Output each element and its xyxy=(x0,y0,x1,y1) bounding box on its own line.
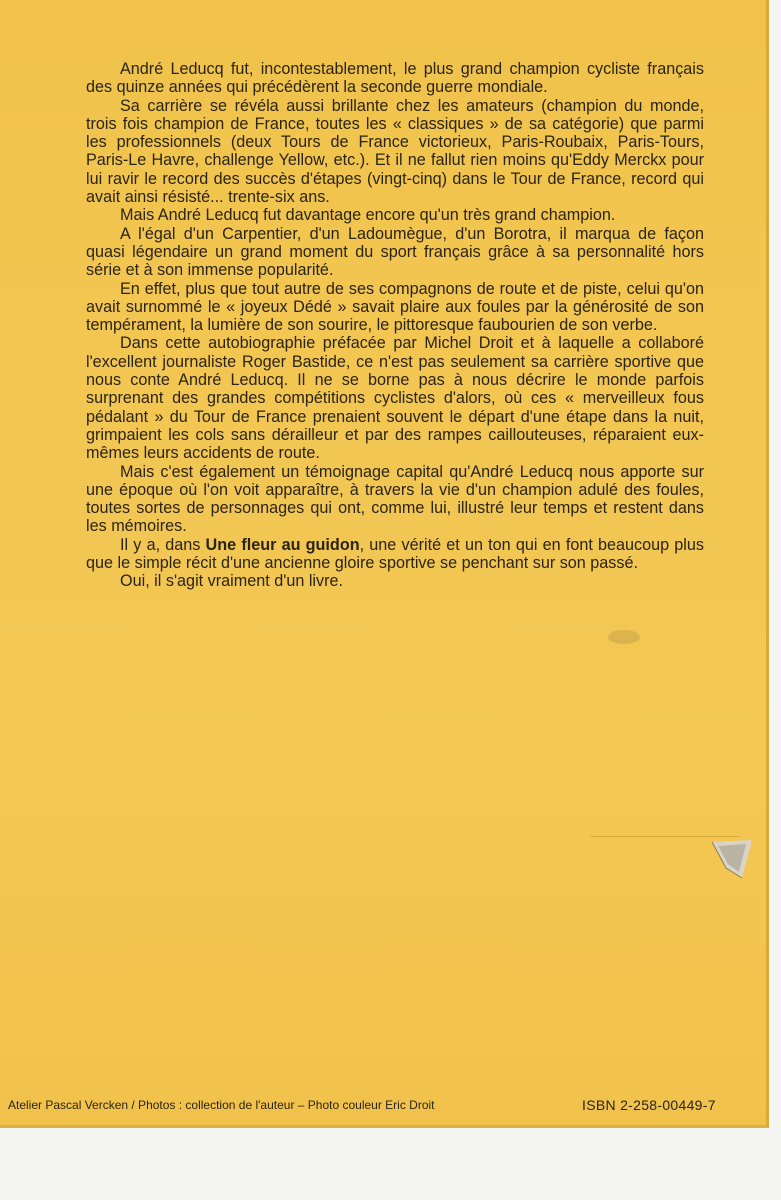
paragraph-8 xyxy=(86,536,704,573)
paragraph-4: A l'égal d'un Carpentier, d'un Ladoumègue, d'un Borotra, il marqua de façon quasi légendaire un grand moment du sport français grâce à sa personnalité hors série et à son immense popularité. xyxy=(86,224,704,280)
book-title: Une fleur au guidon xyxy=(205,535,360,554)
closing-line: Oui, il s'agit vraiment d'un livre. xyxy=(120,572,343,591)
torn-corner-icon xyxy=(712,838,756,882)
paragraph-8-lead: Il y a, dans xyxy=(120,535,206,554)
photo-credit: Atelier Pascal Vercken / Photos : collection de l'auteur – Photo couleur Eric Droit xyxy=(8,1098,435,1112)
isbn-number: ISBN 2-258-00449-7 xyxy=(582,1097,716,1113)
paragraph-3: Mais André Leducq fut davantage encore qu'un très grand champion. xyxy=(120,206,616,225)
paragraph-8-rest: , une vérité et un ton qui en font beaucoup plus que le simple récit d'une ancienne gloire sportive se penchant sur son passé. xyxy=(86,535,704,573)
paragraph-5: En effet, plus que tout autre de ses compagnons de route et de piste, celui qu'on avait surnommé le « joyeux Dédé » savait plaire aux foules par la générosité de son tempérament, la lumière de son sourire, le pittoresque faubourien de son verbe. xyxy=(86,279,704,335)
blurb-text xyxy=(86,60,704,591)
paragraph-6: Dans cette autobiographie préfacée par Michel Droit et à laquelle a collaboré l'excellent journaliste Roger Bastide, ce n'est pas seulement sa carrière sportive que nous conte André Leducq. Il ne se borne pas à nous décrire le monde parfois surprenant des grandes compétitions cyclistes d'alors, où ces « merveilleux fous pédalant » du Tour de France prenaient souvent le départ d'une étape dans la nuit, grimpaient les cols sans dérailleur et par des rampes caillouteuses, réparaient eux-mêmes leurs accidents de route. xyxy=(86,334,704,463)
paragraph-1: André Leducq fut, incontestablement, le plus grand champion cycliste français des quinze années qui précédèrent la seconde guerre mondiale. xyxy=(86,60,704,97)
stain-mark xyxy=(608,630,640,644)
cover-crease xyxy=(590,836,740,837)
paragraph-2: Sa carrière se révéla aussi brillante chez les amateurs (champion du monde, trois fois champion de France, toutes les « classiques » de sa catégorie) que parmi les professionnels (deux Tours de France victorieux, Paris-Roubaix, Paris-Tours, Paris-Le Havre, challenge Yellow, etc.). Et il ne fallut rien moins qu'Eddy Merckx pour lui ravir le record des succès d'étapes (vingt-cinq) dans le Tour de France, record qui avait ainsi résisté... trente-six ans. xyxy=(86,96,704,207)
paragraph-7: Mais c'est également un témoignage capital qu'André Leducq nous apporte sur une époque où l'on voit apparaître, à travers la vie d'un champion adulé des foules, toutes sortes de personnages qui ont, comme lui, illustré leur temps et restent dans les mémoires. xyxy=(86,462,704,536)
